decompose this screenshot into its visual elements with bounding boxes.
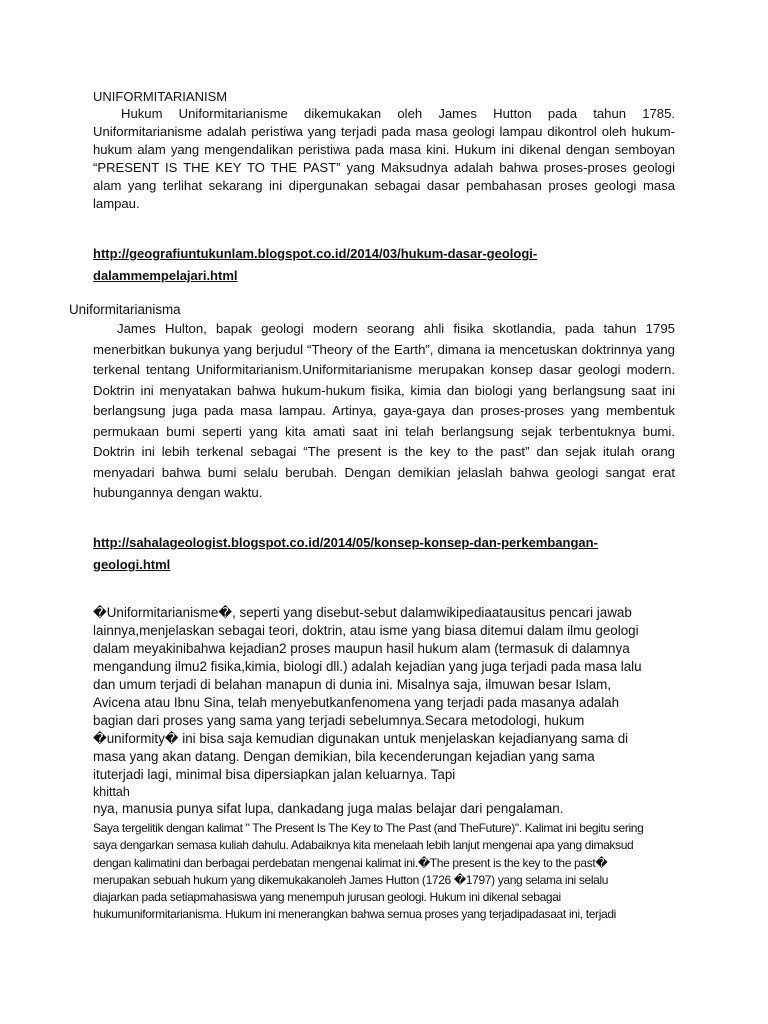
text-line: dalam meyakinibahwa kejadian2 proses maupun hasil hukum alam (termasuk di dalamnya	[93, 641, 630, 656]
text-line: saya dengarkan semasa kuliah dahulu. Adabaiknya kita menelaah lebih lanjut mengenai apa yang dimaksud	[93, 838, 634, 853]
text-line: ituterjadi lagi, minimal bisa dipersiapkan jalan keluarnya. Tapi	[93, 767, 456, 782]
text-line: masa yang akan datang. Dengan demikian, bila kecenderungan kejadian yang sama	[93, 749, 595, 764]
text-line: Avicena atau Ibnu Sina, telah menyebutkanfenomena yang terjadi pada masanya adalah	[93, 695, 620, 710]
section-title-uniformitarianism: UNIFORMITARIANISM	[93, 89, 228, 104]
text-line: lainnya,menjelaskan sebagai teori, doktrin, atau isme yang biasa ditemui dalam ilmu geologi	[93, 623, 639, 638]
source-link-sahalageologist[interactable]: http://sahalageologist.blogspot.co.id/2014/05/konsep-konsep-dan-perkembangan-geologi.html	[93, 535, 598, 572]
section1-paragraph	[93, 105, 675, 212]
section-title-uniformitarianisma: Uniformitarianisma	[69, 302, 181, 317]
text-line: hukumuniformitarianisma. Hukum ini menerangkan bahwa semua proses yang terjadipadasaat ini, terjadi	[93, 907, 616, 922]
section2-paragraph	[93, 319, 675, 504]
text-line: diajarkan pada setiapmahasiswa yang menempuh jurusan geologi. Hukum ini dikenal sebagai	[93, 890, 561, 905]
text-line: mengandung ilmu2 fisika,kimia, biologi dll.) adalah kejadian yang juga terjadi pada masa lalu	[93, 659, 642, 674]
section4-text	[93, 820, 713, 924]
section1-paragraph-text: Hukum Uniformitarianisme dikemukakan oleh James Hutton pada tahun 1785. Uniformitarianisme adalah peristiwa yang terjadi pada masa geologi lampau dikontrol oleh hukum-hukum alam yang mengendalikan peristiwa pada masa kini. Hukum ini dikenal dengan semboyan “PRESENT IS THE KEY TO THE PAST” yang Maksudnya adalah bahwa proses-proses geologi alam yang terlihat sekarang ini dipergunakan sebagai dasar pembahasan proses geologi masa lampau.	[93, 106, 675, 211]
source-link-geografiuntukunlam[interactable]: http://geografiuntukunlam.blogspot.co.id/2014/03/hukum-dasar-geologi-dalammempelajari.html	[93, 246, 538, 283]
section2-paragraph-text: James Hulton, bapak geologi modern seorang ahli fisika skotlandia, pada tahun 1795 menerbitkan bukunya yang berjudul “Theory of the Earth”, dimana ia mencetuskan doktrinnya yang terkenal tentang Uniformitarianism.Uniformitarianisme merupakan konsep dasar geologi modern. Doktrin ini menyatakan bahwa hukum-hukum fisika, kimia dan biologi yang berlangsung saat ini berlangsung juga pada masa lampau. Artinya, gaya-gaya dan proses-proses yang membentuk permukaan bumi seperti yang kita amati saat ini telah berlangsung sejak terbentuknya bumi. Doktrin ini lebih terkenal sebagai “The present is the key to the past” dan sejak itulah orang menyadari bahwa bumi selalu berubah. Dengan demikian jelaslah bahwa geologi sangat erat hubungannya dengan waktu.	[93, 321, 675, 500]
section3-text	[93, 604, 693, 818]
text-line: merupakan sebuah hukum yang dikemukakanoleh James Hutton (1726 �1797) yang selama ini selalu	[93, 872, 609, 887]
text-line: bagian dari proses yang sama yang terjadi sebelumnya.Secara metodologi, hukum	[93, 713, 585, 728]
text-line: dengan kalimatini dan berbagai perdebatan mengenai kalimat ini.�The present is the key to the past�	[93, 855, 608, 870]
text-line: khittah	[93, 785, 130, 799]
text-line: �Uniformitarianisme�, seperti yang disebut-sebut dalamwikipediaatausitus pencari jawab	[93, 605, 632, 620]
text-line: Saya tergelitik dengan kalimat " The Present Is The Key to The Past (and TheFuture)". Kalimat ini begitu sering	[93, 821, 644, 835]
text-line: �uniformity� ini bisa saja kemudian digunakan untuk menjelaskan kejadianyang sama di	[93, 731, 629, 746]
text-line: dan umum terjadi di belahan manapun di dunia ini. Misalnya saja, ilmuwan besar Islam,	[93, 677, 612, 692]
text-line: nya, manusia punya sifat lupa, dankadang juga malas belajar dari pengalaman.	[93, 801, 564, 816]
